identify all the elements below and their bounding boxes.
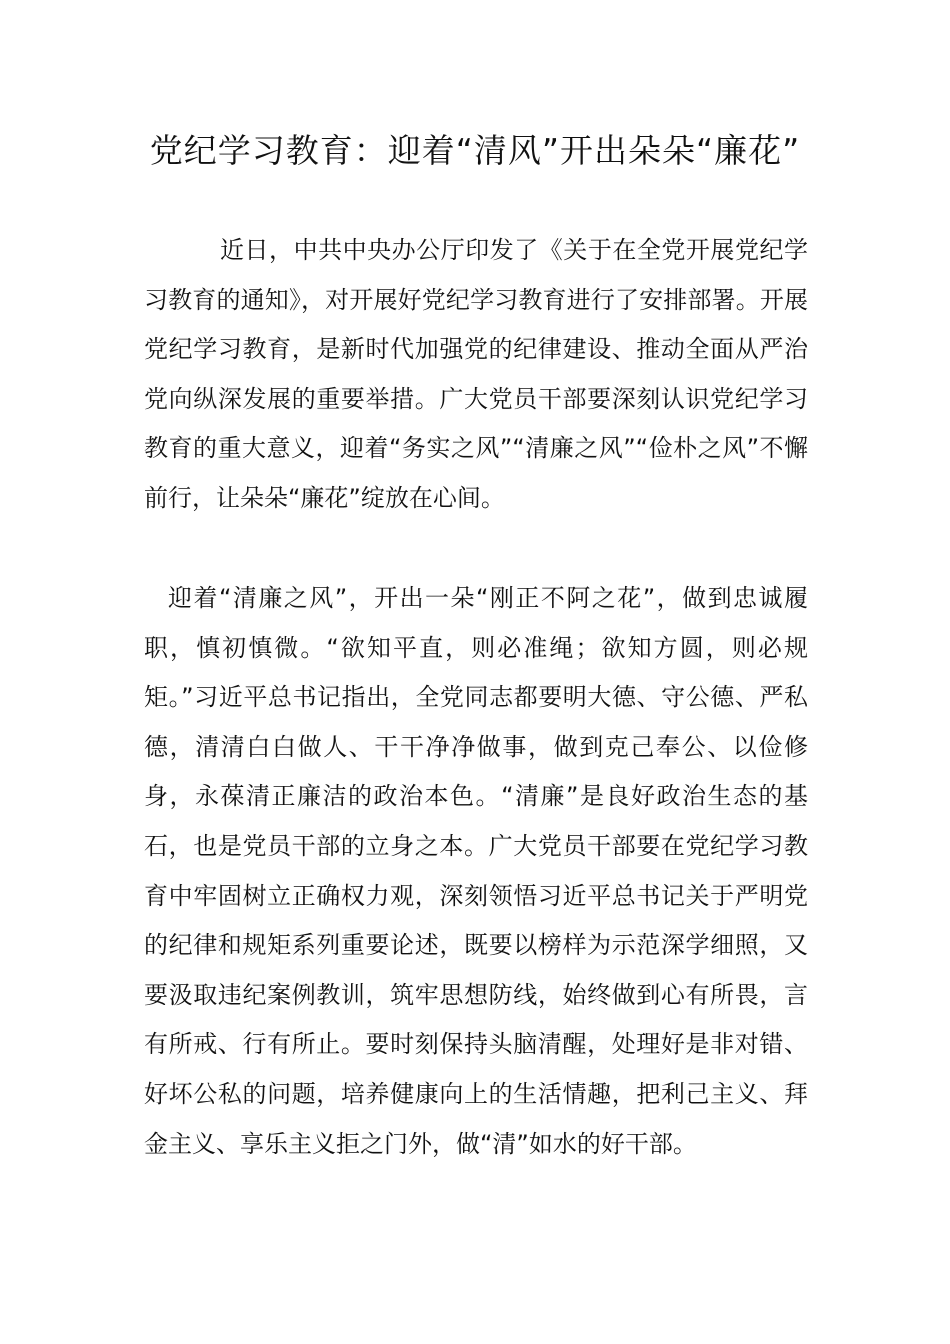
document-title: 党纪学习教育：迎着“清风”开出朵朵“廉花”	[149, 131, 801, 170]
paragraph-qinglian: 迎着“清廉之风”，开出一朵“刚正不阿之花”，做到忠诚履职，慎初慎微。“欲知平直，则必准绳；欲知方圆，则必规矩。”习近平总书记指出，全党同志都要明大德、守公德、严私德，清清白白做人、干干净净做事，做到克己奉公、以俭修身，永葆清正廉洁的政治本色。“清廉”是良好政治生态的基石，也是党员干部的立身之本。广大党员干部要在党纪学习教育中牢固树立正确权力观，深刻领悟习近平总书记关于严明党的纪律和规矩系列重要论述，既要以榜样为示范深学细照，又要汲取违纪案例教训，筑牢思想防线，始终做到心有所畏，言有所戒、行有所止。要时刻保持头脑清醒，处理好是非对错、好坏公私的问题，培养健康向上的生活情趣，把利己主义、拜金主义、享乐主义拒之门外，做“清”如水的好干部。	[144, 584, 808, 1158]
paragraph-intro: 近日，中共中央办公厅印发了《关于在全党开展党纪学习教育的通知》，对开展好党纪学习教育进行了安排部署。开展党纪学习教育，是新时代加强党的纪律建设、推动全面从严治党向纵深发展的重要举措。广大党员干部要深刻认识党纪学习教育的重大意义，迎着“务实之风”“清廉之风”“俭朴之风”不懈前行，让朵朵“廉花”绽放在心间。	[144, 236, 808, 512]
